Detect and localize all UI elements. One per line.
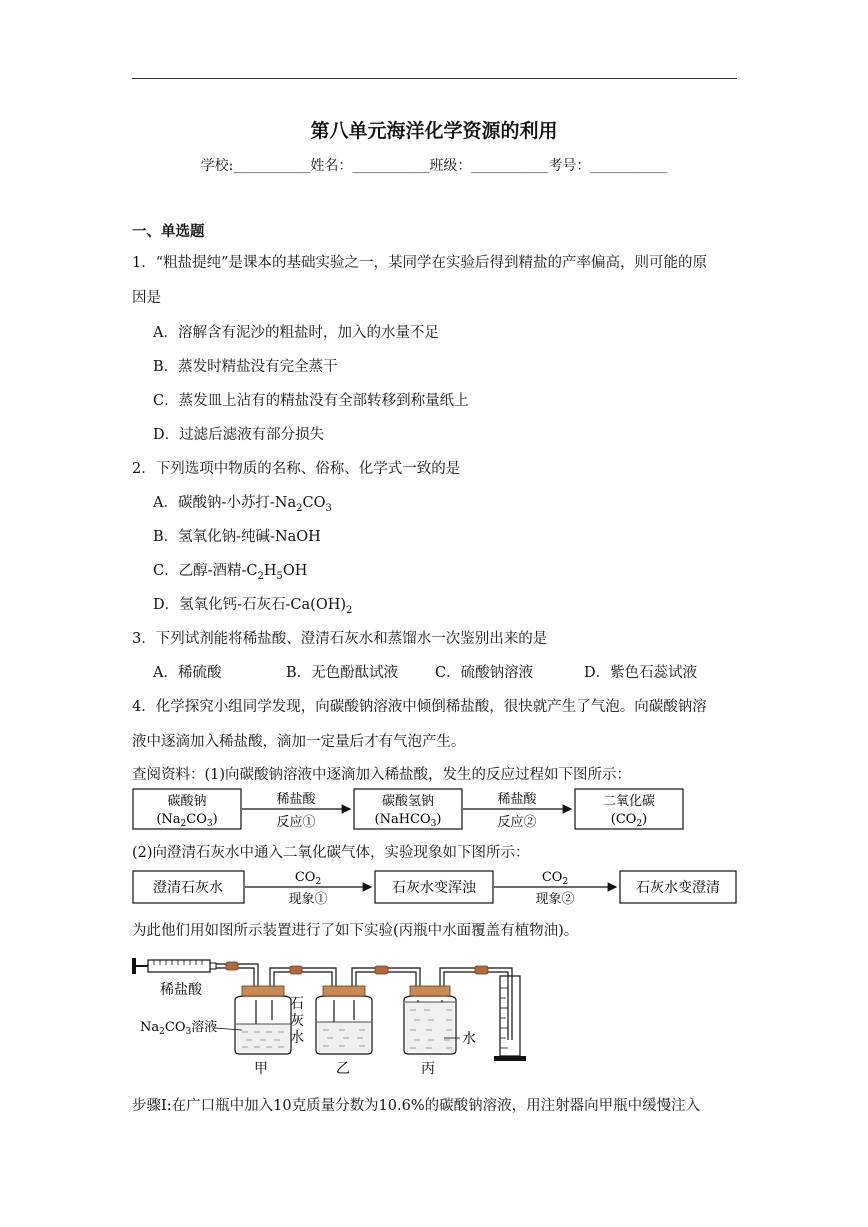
flow2-arrow1-bottom-label: 现象①: [288, 892, 328, 906]
flow1-box2-formula: (NaHCO$_3$): [374, 812, 442, 829]
school-blank[interactable]: ___________: [233, 158, 311, 174]
bottle-yi-label: 乙: [336, 1061, 350, 1077]
q4-stem-line2: 液中逐滴加入稀盐酸，滴加一定量后才有气泡产生。: [132, 734, 466, 750]
limewater-label-1: 石: [290, 996, 304, 1012]
bottle-yi: [316, 986, 372, 1054]
q3-option-a[interactable]: A．稀硫酸: [153, 665, 222, 681]
flow2-arrow2-bottom-label: 现象②: [535, 892, 575, 906]
flow1-box3-label: 二氧化碳: [602, 794, 656, 809]
flow2-arrow1-top-label: $CO_2$: [294, 870, 322, 887]
q4-reference-2: (2)向澄清石灰水中通入二氧化碳气体，实验现象如下图所示：: [132, 845, 530, 861]
q3-stem: 3．下列试剂能将稀盐酸、澄清石灰水和蒸馏水一次鉴别出来的是: [132, 631, 548, 647]
flow1-arrow2-top-label: 稀盐酸: [497, 792, 537, 807]
q4-stem-line1: 4．化学探究小组同学发现，向碳酸钠溶液中倾倒稀盐酸，很快就产生了气泡。向碳酸钠溶: [132, 699, 707, 715]
sodium-carbonate-solution-label: $Na_2CO_3$溶液: [140, 1020, 218, 1037]
flow1-arrow2-bottom-label: 反应②: [497, 815, 537, 830]
water-label: 水: [462, 1031, 476, 1047]
flow1-arrow1-top-label: 稀盐酸: [276, 792, 316, 807]
q1-option-a[interactable]: A．溶解含有泥沙的粗盐时，加入的水量不足: [153, 325, 439, 341]
section-title: 一、单选题: [132, 223, 205, 240]
page-title: 第八单元海洋化学资源的利用: [310, 120, 558, 142]
q3-option-d[interactable]: D．紫色石蕊试液: [584, 665, 698, 681]
q2-option-c[interactable]: C．乙醇-酒精$-C_2H_5OH$: [153, 563, 308, 582]
flow2-box1-label: 澄清石灰水: [153, 880, 223, 896]
bottle-jia-label: 甲: [254, 1061, 268, 1077]
reaction-flow-diagram: [130, 784, 740, 836]
exam-no-label: 考号：: [548, 158, 591, 174]
flow1-arrow1-bottom-label: 反应①: [276, 815, 316, 830]
school-label: 学校:: [200, 158, 234, 174]
limewater-label-2: 灰: [290, 1013, 304, 1029]
q1-option-b[interactable]: B．蒸发时精盐没有完全蒸干: [153, 359, 338, 375]
q1-option-d[interactable]: D．过滤后滤液有部分损失: [153, 427, 325, 443]
bottle-jia: [235, 986, 291, 1054]
flow2-box2-label: 石灰水变浑浊: [392, 880, 476, 896]
apparatus-diagram: [130, 950, 540, 1078]
flow1-box1-label: 碳酸钠: [167, 794, 207, 809]
flow2-box3-label: 石灰水变澄清: [636, 880, 720, 896]
exam-no-blank[interactable]: ___________: [590, 158, 668, 174]
q4-step-1: 步骤Ⅰ:在广口瓶中加入10克质量分数为10.6%的碳酸钠溶液，用注射器向甲瓶中缓慢注入: [132, 1098, 701, 1114]
q3-option-b[interactable]: B．无色酚酞试液: [286, 665, 399, 681]
header-rule: [132, 78, 737, 79]
q4-reference-1: 查阅资料：(1)向碳酸钠溶液中逐滴加入稀盐酸，发生的反应过程如下图所示：: [132, 767, 632, 783]
q2-option-a[interactable]: A．碳酸钠-小苏打$-Na_2CO_3$: [153, 495, 332, 514]
q1-stem-line2: 因是: [132, 290, 161, 306]
bottle-bing-label: 丙: [421, 1061, 435, 1077]
flow1-box1-formula: $(Na_2CO_3)$: [156, 812, 218, 829]
graduated-cylinder: [494, 976, 526, 1061]
q4-device-description: 为此他们用如图所示装置进行了如下实验(丙瓶中水面覆盖有植物油)。: [132, 923, 579, 939]
q1-option-c[interactable]: C．蒸发皿上沾有的精盐没有全部转移到称量纸上: [153, 393, 469, 409]
name-label: 姓名：: [310, 158, 353, 174]
name-blank[interactable]: ___________: [352, 158, 430, 174]
class-blank[interactable]: ___________: [471, 158, 549, 174]
acid-label: 稀盐酸: [160, 982, 202, 998]
q3-option-c[interactable]: C．硫酸钠溶液: [435, 665, 534, 681]
q1-stem-line1: 1．“粗盐提纯”是课本的基础实验之一，某同学在实验后得到精盐的产率偏高，则可能的原: [132, 255, 708, 271]
syringe: [132, 958, 216, 974]
limewater-label-3: 水: [290, 1030, 304, 1046]
flow2-arrow2-top-label: $CO_2$: [541, 870, 569, 887]
q2-stem: 2．下列选项中物质的名称、俗称、化学式一致的是: [132, 461, 461, 477]
bottle-bing: [404, 986, 456, 1054]
student-info-line: [0, 155, 868, 175]
flow1-box3-formula: $(CO_2)$: [610, 812, 648, 829]
q2-option-d[interactable]: D．氢氧化钙-石灰石$-Ca(OH)_2$: [153, 597, 353, 616]
q2-option-b[interactable]: B．氢氧化钠-纯碱-NaOH: [153, 529, 321, 545]
flow1-box2-label: 碳酸氢钠: [381, 794, 435, 809]
phenomenon-flow-diagram: [130, 864, 740, 906]
class-label: 班级：: [429, 158, 472, 174]
